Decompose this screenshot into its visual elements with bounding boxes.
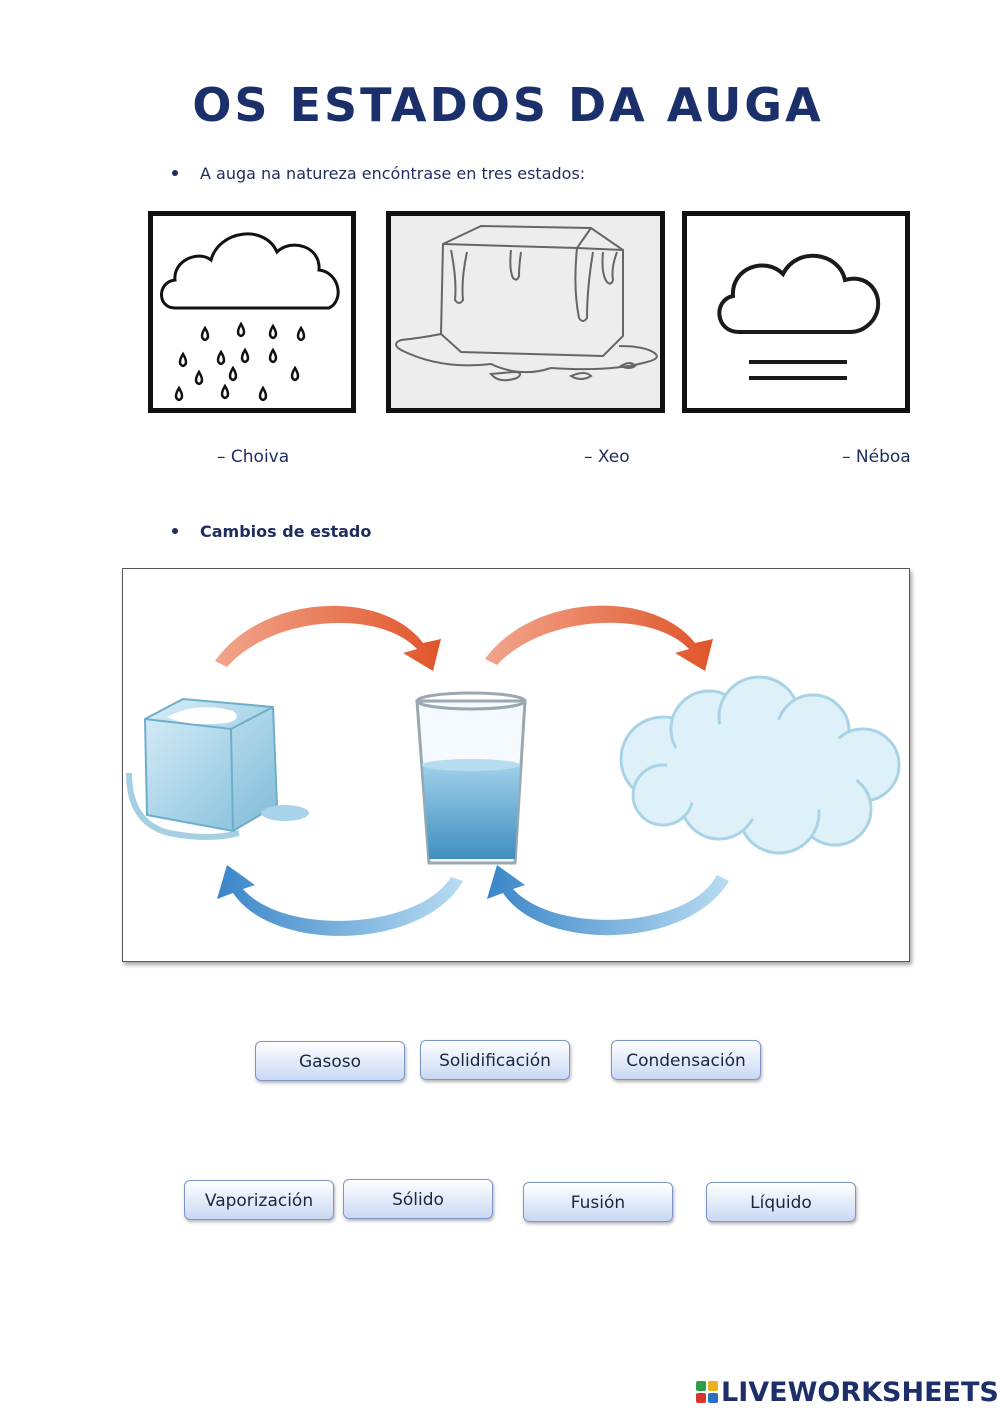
chip-condensacion[interactable]: Condensación <box>611 1040 761 1080</box>
water-glass-icon <box>417 693 525 863</box>
chip-solido[interactable]: Sólido <box>343 1179 493 1219</box>
label-fog: – Néboa <box>842 447 911 467</box>
logo-wordmark: LIVEWORKSHEETS <box>721 1376 999 1408</box>
arrow-solidifying-icon <box>217 865 463 936</box>
intro-bullet <box>172 164 585 183</box>
arrow-melting-icon <box>215 606 441 671</box>
rain-image <box>148 211 356 413</box>
chip-gasoso[interactable]: Gasoso <box>255 1041 405 1081</box>
steam-cloud-icon <box>621 677 899 853</box>
chip-liquido[interactable]: Líquido <box>706 1182 856 1222</box>
arrow-condensing-icon <box>487 865 729 935</box>
arrow-vaporizing-icon <box>485 606 713 671</box>
fog-image <box>682 211 910 413</box>
melting-ice-icon <box>391 216 660 408</box>
label-ice: – Xeo <box>584 447 630 467</box>
rain-cloud-icon <box>153 216 351 408</box>
liveworksheets-logo <box>696 1375 999 1409</box>
chip-vaporizacion[interactable]: Vaporización <box>184 1180 334 1220</box>
ice-image <box>386 211 665 413</box>
bullet-dot <box>172 170 178 176</box>
bullet-dot <box>172 528 178 534</box>
changes-bullet <box>172 522 371 541</box>
page-title: OS ESTADOS DA AUGA <box>192 78 824 132</box>
logo-mark-icon <box>696 1381 718 1403</box>
state-change-diagram <box>122 568 910 962</box>
chip-fusion[interactable]: Fusión <box>523 1182 673 1222</box>
fog-cloud-icon <box>687 216 905 408</box>
intro-bullet-text: A auga na natureza encóntrase en tres estados: <box>200 164 586 183</box>
changes-bullet-text: Cambios de estado <box>200 522 372 541</box>
label-rain: – Choiva <box>217 447 290 467</box>
ice-cube-icon <box>129 699 309 837</box>
chip-solidificacion[interactable]: Solidificación <box>420 1040 570 1080</box>
